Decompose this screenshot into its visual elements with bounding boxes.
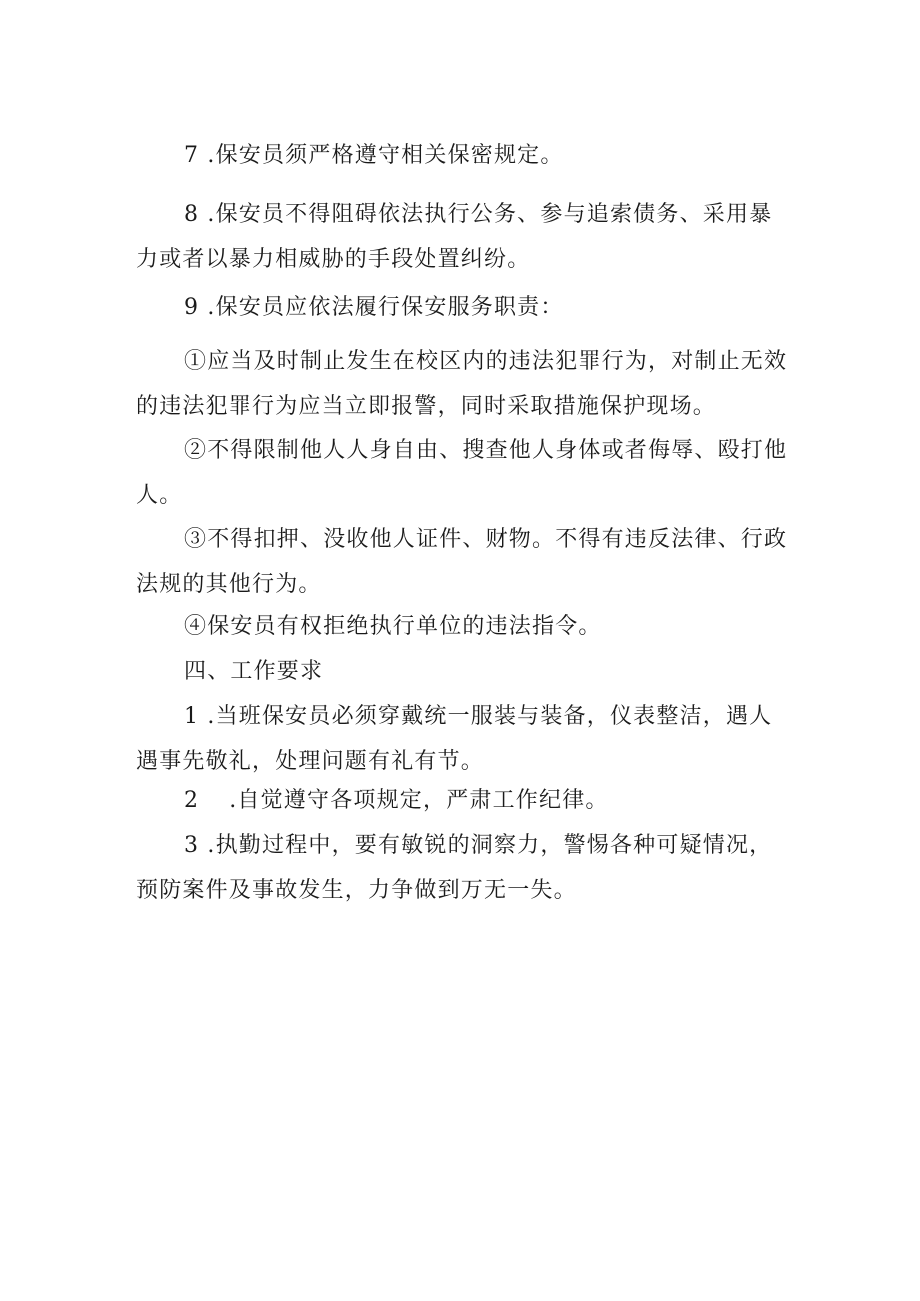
paragraph-requirement-1: 1 .当班保安员必须穿戴统一服装与装备，仪表整洁，遇人遇事先敬礼，处理问题有礼有节。 xyxy=(136,704,773,774)
requirement-2-number: 2 xyxy=(184,788,200,813)
paragraph-requirement-3: 3 .执勤过程中，要有敏锐的洞察力，警惕各种可疑情况，预防案件及事故发生，力争做到万无一失。 xyxy=(136,833,773,903)
paragraph-item-9: 9 .保安员应依法履行保安服务职责： xyxy=(184,295,564,320)
section-heading-work-requirements: 四、工作要求 xyxy=(184,659,324,684)
paragraph-subitem-1: ①应当及时制止发生在校区内的违法犯罪行为，对制止无效的违法犯罪行为应当立即报警，同时采取措施保护现场。 xyxy=(136,349,788,419)
paragraph-subitem-3: ③不得扣押、没收他人证件、财物。不得有违反法律、行政法规的其他行为。 xyxy=(136,527,788,597)
paragraph-subitem-2: ②不得限制他人人身自由、搜查他人身体或者侮辱、殴打他人。 xyxy=(136,438,788,508)
paragraph-requirement-2 xyxy=(136,778,791,823)
paragraph-subitem-4: ④保安员有权拒绝执行单位的违法指令。 xyxy=(184,614,602,639)
requirement-2-text: .自觉遵守各项规定，严肃工作纪律。 xyxy=(229,788,609,813)
paragraph-item-7: 7 .保安员须严格遵守相关保密规定。 xyxy=(184,143,564,168)
paragraph-item-8: 8 .保安员不得阻碍依法执行公务、参与追索债务、采用暴力或者以暴力相威胁的手段处置纠纷。 xyxy=(136,202,773,272)
